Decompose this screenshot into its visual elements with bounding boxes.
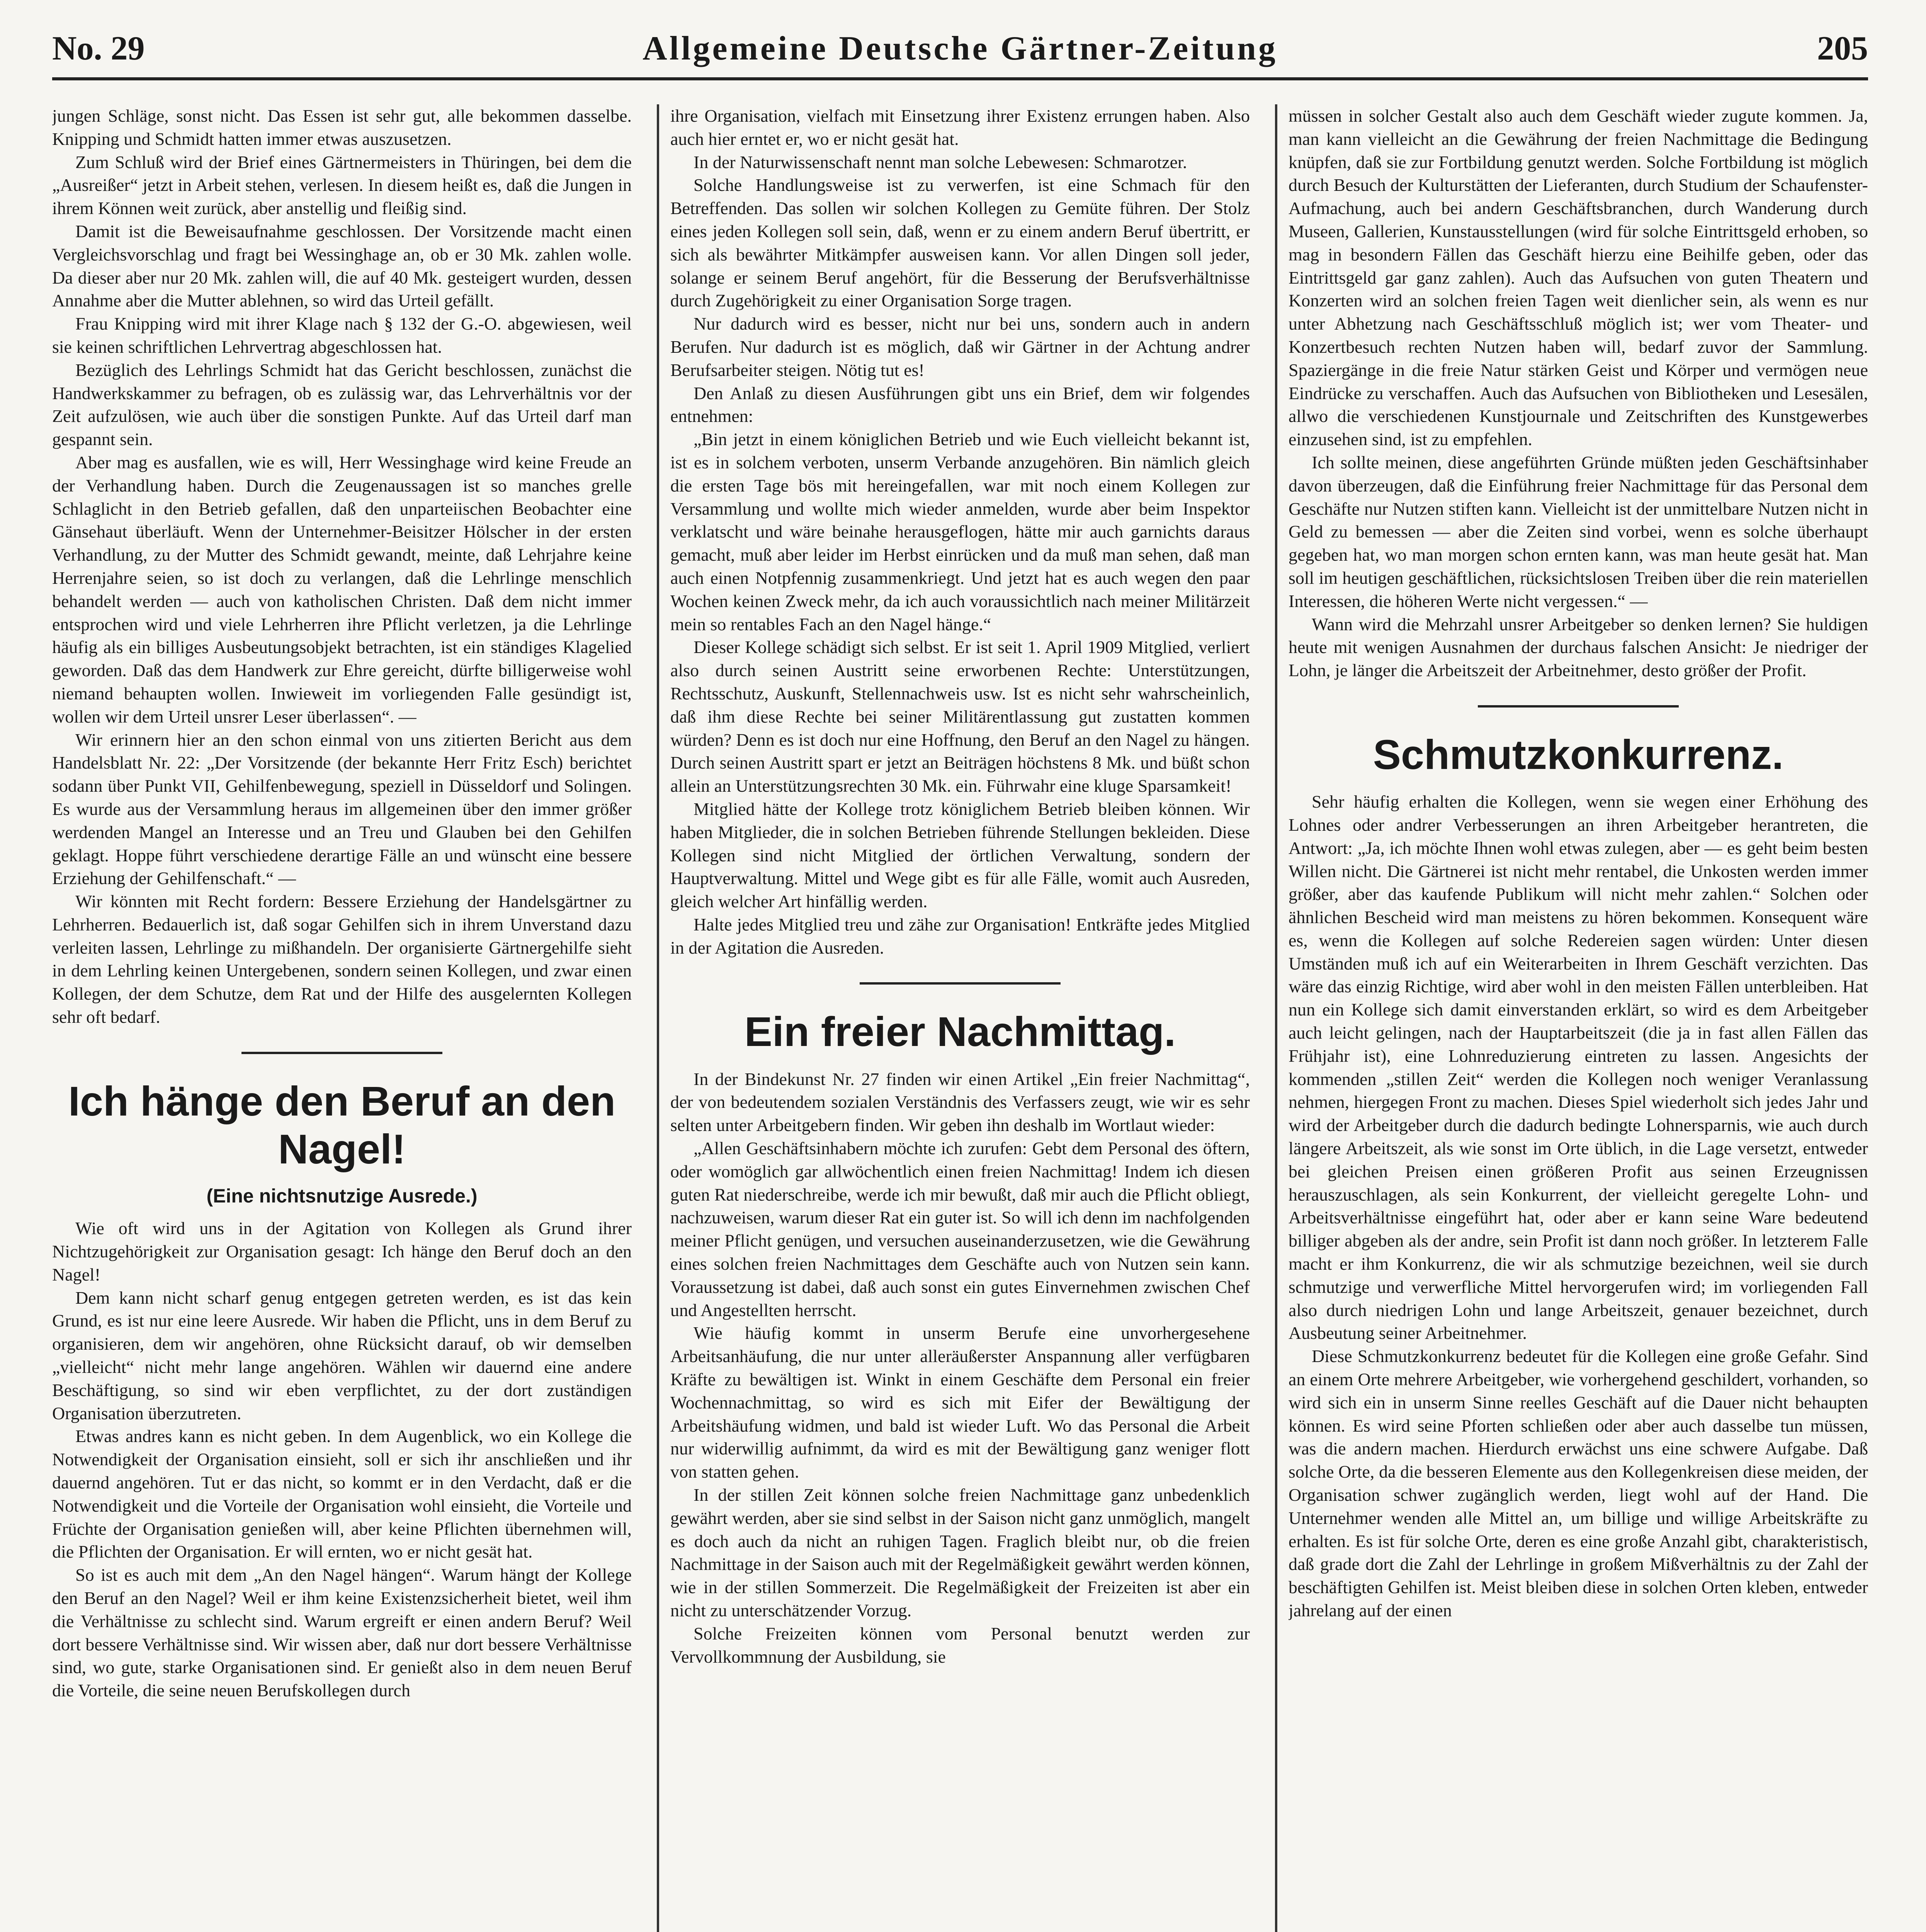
paragraph: Frau Knipping wird mit ihrer Klage nach § 132 der G.-O. abgewiesen, weil sie keinen schriftlichen Lehrvertrag abgeschlossen hat. [52, 314, 632, 357]
paragraph: Dieser Kollege schädigt sich selbst. Er ist seit 1. April 1909 Mitglied, verliert also durch seinen Austritt seine erworbenen Rechte: Unterstützungen, Rechtsschutz, Auskunft, Stellennachweis usw. Ist es nicht sehr wahrscheinlich, daß ihm diese Rechte bei seiner Militärentlassung gut zustatten kommen würden? Denn es ist doch nur eine Hoffnung, den Beruf an den Nagel zu hängen. Durch seinen Austritt spart er jetzt an Beiträgen höchstens 8 Mk. und büßt schon allein an Unterstützungsrechten 30 Mk. ein. Führwahr eine kluge Sparsamkeit! [670, 637, 1250, 796]
paragraph: Wie oft wird uns in der Agitation von Kollegen als Grund ihrer Nichtzugehörigkeit zur Organisation gesagt: Ich hänge den Beruf doch an den Nagel! [52, 1218, 632, 1284]
column-3 [1289, 104, 1868, 1932]
article-heading: Ich hänge den Beruf an den Nagel! [68, 1077, 616, 1173]
paragraph: „Bin jetzt in einem königlichen Betrieb und wie Euch vielleicht bekannt ist, ist es in solchem verboten, unserm Verbande anzugehören. Bin nämlich gleich die ersten Tage bös mit hereingefallen, war mit noch einem Kollegen zur Versammlung und wollte mich wieder anmelden, wurde aber beim Inspektor verklatscht und wäre beinahe herausgeflogen, hätte mir auch garnichts daraus gemacht, muß aber leider im Herbst einrücken und da muß man sehen, daß man auch einen Notpfennig zusammenkriegt. Und jetzt hat es auch wegen den paar Wochen keinen Zweck mehr, da ich auch voraussichtlich nach meiner Militärzeit mein so rentables Fach an den Nagel hänge.“ [670, 429, 1250, 634]
column-divider [657, 104, 659, 1932]
paragraph: „Allen Geschäftsinhabern möchte ich zurufen: Gebt dem Personal des öftern, oder womöglich gar allwöchentlich einen freien Nachmittag! Indem ich diesen guten Rat niederschreibe, werde ich mir bewußt, daß mir auch die Pflicht obliegt, nachzuweisen, warum dieser Rat ein guter ist. So will ich denn im nachfolgenden meiner Pflicht genügen, und versuchen auseinanderzusetzen, wie die Gewährung eines solchen freien Nachmittages dem Geschäfte auch von Nutzen sein kann. Voraussetzung ist dabei, daß auch sonst ein gutes Einvernehmen zwischen Chef und Angestellten herrscht. [670, 1138, 1250, 1320]
paragraph: Wir erinnern hier an den schon einmal von uns zitierten Bericht aus dem Handelsblatt Nr. 22: „Der Vorsitzende (der bekannte Herr Fritz Esch) berichtet sodann über Punkt VII, Gehilfenbewegung, speziell in Düsseldorf und Solingen. Es wurde aus der Versammlung heraus im allgemeinen über den immer größer werdenden Mangel an Interesse und an Treu und Glauben bei den Gehilfen geklagt. Hoppe führt verschiedene derartige Fälle an und wünscht eine bessere Erziehung der Gehilfenschaft.“ — [52, 730, 632, 888]
paragraph: ihre Organisation, vielfach mit Einsetzung ihrer Existenz errungen haben. Also auch hier erntet er, wo er nicht gesät hat. [670, 106, 1250, 149]
paragraph: Diese Schmutzkonkurrenz bedeutet für die Kollegen eine große Gefahr. Sind an einem Orte mehrere Arbeitgeber, wie vorhergehend geschildert, vorhanden, so wird sich ein in unserm Sinne reelles Geschäft auf die Dauer nicht behaupten können. Es wird seine Pforten schließen oder aber auch dasselbe tun müssen, was die andern machen. Hierdurch erwächst uns eine schwere Aufgabe. Daß solche Orte, da die besseren Elemente aus den Kollegenkreisen diese meiden, der Organisation schwer zugänglich werden, liegt wohl auf der Hand. Die Unternehmer wenden alle Mittel an, um billige und willige Arbeitskräfte zu erhalten. Es ist für solche Orte, deren es eine große Anzahl gibt, charakteristisch, daß grade dort die Zahl der Lehrlinge in großem Mißverhältnis zu der Zahl der beschäftigten Gehilfen ist. Meist bleiben diese in solchen Orten kleben, entweder jahrelang auf der einen [1289, 1346, 1868, 1620]
paragraph: Zum Schluß wird der Brief eines Gärtnermeisters in Thüringen, bei dem die „Ausreißer“ jetzt in Arbeit stehen, verlesen. In diesem heißt es, daß die Jungen in ihrem Können weit zurück, aber anstellig und fleißig sind. [52, 152, 632, 218]
paragraph: Nur dadurch wird es besser, nicht nur bei uns, sondern auch in andern Berufen. Nur dadurch ist es möglich, daß wir Gärtner in der Achtung andrer Berufsarbeiter steigen. Nötig tut es! [670, 314, 1250, 380]
paragraph: Wir könnten mit Recht fordern: Bessere Erziehung der Handelsgärtner zu Lehrherren. Bedauerlich ist, daß sogar Gehilfen sich in ihrem Unverstand dazu verleiten lassen, Lehrlinge zu mißhandeln. Der organisierte Gärtnergehilfe sieht in dem Lehrling keinen Untergebenen, sondern seinen Kollegen, und zwar einen Kollegen, der dem Schutze, dem Rat und der Hilfe des ausgelernten Kollegen sehr oft bedarf. [52, 891, 632, 1027]
page-number: 205 [1817, 30, 1868, 67]
paragraph: Mitglied hätte der Kollege trotz königlichem Betrieb bleiben können. Wir haben Mitglieder, die in solchen Betrieben führende Stellungen bekleiden. Diese Kollegen sind nicht Mitglied der örtlichen Verwaltung, sondern der Hauptverwaltung. Mittel und Wege gibt es für alle Fälle, womit auch Ausreden, gleich welcher Art hinfällig werden. [670, 799, 1250, 912]
paragraph: In der Naturwissenschaft nennt man solche Lebewesen: Schmarotzer. [694, 152, 1187, 172]
paragraph: Sehr häufig erhalten die Kollegen, wenn sie wegen einer Erhöhung des Lohnes oder andrer Verbesserungen an ihren Arbeitgeber herantreten, die Antwort: „Ja, ich möchte Ihnen wohl etwas zulegen, aber — es geht beim besten Willen nicht. Die Gärtnerei ist nicht mehr rentabel, die Unkosten werden immer größer, aber das kaufende Publikum will nicht mehr zahlen.“ Solchen oder ähnlichen Bescheid wird man meistens zu hören bekommen. Konsequent wäre es, wenn die Kollegen auf solche Redereien sagen würden: Unter diesen Umständen muß ich auf ein Weiterarbeiten in Ihrem Geschäft verzichten. Das wäre das einzig Richtige, wird aber wohl in den meisten Fällen unterbleiben. Hat nun ein Kollege sich damit einverstanden erklärt, so wird es dem Arbeitgeber auch leicht gelingen, nach der Hauptarbeitszeit (die ja in fast allen Fällen das Frühjahr ist), eine Lohnreduzierung eintreten zu lassen. Angesichts der kommenden „stillen Zeit“ werden die Kollegen noch weniger Veranlassung nehmen, hiergegen Front zu machen. Dieses Spiel wiederholt sich jedes Jahr und wird der Arbeitgeber durch die dadurch bedingte Lohnersparnis, wie auch durch längere Arbeitszeit, als wie sonst im Orte üblich, in die Lage versetzt, entweder bei gleichen Preisen einen größeren Profit aus seinen Erzeugnissen herauszuschlagen, als sein Konkurrent, der vielleicht geregelte Lohn- und Arbeitsverhältnisse eingeführt hat, oder aber er kann seine Ware bedeutend billiger abgeben als der andre, sein Profit ist dann noch größer. In letzterem Falle macht er ihm Konkurrenz, die wir als schmutzige bezeichnen, weil sie durch schmutzige und verwerfliche Mittel hervorgerufen wird; im vorliegenden Fall also durch niedrigen Lohn und lange Arbeitszeit, genauer bezeichnet, durch Ausbeutung seiner Arbeitnehmer. [1289, 792, 1868, 1343]
article-divider [1478, 705, 1679, 707]
column-2 [670, 104, 1250, 1932]
paragraph: In der stillen Zeit können solche freien Nachmittage ganz unbedenklich gewährt werden, aber sie sind selbst in der Saison nicht ganz unmöglich, mangelt es doch auch da nicht an ruhigen Tagen. Fraglich bleibt nur, ob die freien Nachmittage in der Saison auch mit der Regelmäßigkeit gewährt werden können, wie in der stillen Sommerzeit. Die Regelmäßigkeit der Freizeiten ist aber ein nicht zu unterschätzender Vorzug. [670, 1485, 1250, 1620]
paragraph: So ist es auch mit dem „An den Nagel hängen“. Warum hängt der Kollege den Beruf an den Nagel? Weil er ihm keine Existenzsicherheit bietet, weil ihm die Verhältnisse zu schlecht sind. Warum ergreift er einen andern Beruf? Weil dort bessere Verhältnisse sind. Wir wissen aber, daß nur dort bessere Verhältnisse sind, wo gute, starke Organisationen sind. Er genießt also in dem neuen Beruf die Vorteile, die seine neuen Berufskollegen durch [52, 1565, 632, 1701]
paragraph: Damit ist die Beweisaufnahme geschlossen. Der Vorsitzende macht einen Vergleichsvorschlag und fragt bei Wessinghage an, ob er 30 Mk. zahlen wolle. Da dieser aber nur 20 Mk. zahlen will, die auf 40 Mk. gesteigert wurden, dessen Annahme aber die Mutter ablehnen, so wird das Urteil gefällt. [52, 221, 632, 311]
page-header [52, 23, 1868, 80]
newspaper-title: Allgemeine Deutsche Gärtner-Zeitung [643, 30, 1278, 67]
paragraph: Etwas andres kann es nicht geben. In dem Augenblick, wo ein Kollege die Notwendigkeit der Organisation einsieht, soll er sich ihr anschließen und ihr dauernd angehören. Tut er das nicht, so kommt er in den Verdacht, daß er die Notwendigkeit und die Vorteile der Organisation wohl einsieht, die Vorteile und Früchte der Organisation genießen will, aber keine Pflichten übernehmen will, die Pflichten der Organisation. Er will ernten, wo er nicht gesät hat. [52, 1426, 632, 1562]
paragraph: jungen Schläge, sonst nicht. Das Essen ist sehr gut, alle bekommen dasselbe. Knipping und Schmidt hatten immer etwas auszusetzen. [52, 106, 632, 149]
paragraph: Wann wird die Mehrzahl unsrer Arbeitgeber so denken lernen? Sie huldigen heute mit wenigen Ausnahmen der durchaus falschen Ansicht: Je niedriger der Lohn, je länger die Arbeitszeit der Arbeitnehmer, desto größer der Profit. [1289, 614, 1868, 680]
article-divider [241, 1052, 442, 1054]
article-divider [860, 982, 1061, 985]
paragraph: Ich sollte meinen, diese angeführten Gründe müßten jeden Geschäftsinhaber davon überzeugen, daß die Einführung freier Nachmittage für das Personal dem Geschäfte nur Nutzen stiften kann. Vielleicht ist der unmittelbare Nutzen nicht in Geld zu bemessen — aber die Zeiten sind vorbei, wenn es solche überhaupt gegeben hat, wo man morgen schon ernten kann, was man heute gesät hat. Man soll im heutigen geschäftlichen, rücksichtslosen Treiben über die rein materiellen Interessen, die höheren Werte nicht vergessen.“ — [1289, 452, 1868, 611]
issue-number: No. 29 [52, 30, 145, 67]
paragraph: Solche Handlungsweise ist zu verwerfen, ist eine Schmach für den Betreffenden. Das sollen wir solchen Kollegen zu Gemüte führen. Der Stolz eines jeden Kollegen soll sein, daß, wenn er zu einem andern Beruf übertritt, er sich als bewährter Mitkämpfer ausweisen kann. Vor allen Dingen soll jeder, solange er seinem Beruf angehört, für die Besserung der Berufsverhältnisse durch Zugehörigkeit zu einer Organisation Sorge tragen. [670, 175, 1250, 311]
column-1 [52, 104, 632, 1932]
article-heading: Ein freier Nachmittag. [744, 1008, 1176, 1055]
paragraph: Halte jedes Mitglied treu und zähe zur Organisation! Entkräfte jedes Mitglied in der Agitation die Ausreden. [670, 914, 1250, 957]
paragraph: In der Bindekunst Nr. 27 finden wir einen Artikel „Ein freier Nachmittag“, der von bedeutendem sozialen Verständnis des Verfassers zeugt, wie wir es sehr selten unter Arbeitgebern finden. Wir geben ihn deshalb im Wortlaut wieder: [670, 1069, 1250, 1135]
article-heading: Schmutzkonkurrenz. [1373, 731, 1784, 778]
paragraph: Solche Freizeiten können vom Personal benutzt werden zur Vervollkommnung der Ausbildung, sie [670, 1623, 1250, 1667]
paragraph: Bezüglich des Lehrlings Schmidt hat das Gericht beschlossen, zunächst die Handwerkskammer zu befragen, ob es zulässig war, das Lehrverhältnis vor der Zeit aufzulösen, wie auch über die sonstigen Punkte. Auf das Urteil darf man gespannt sein. [52, 360, 632, 449]
article-subheading: (Eine nichtsnutzige Ausrede.) [206, 1185, 478, 1207]
paragraph: müssen in solcher Gestalt also auch dem Geschäft wieder zugute kommen. Ja, man kann vielleicht an die Gewährung der freien Nachmittage die Bedingung knüpfen, daß sie zur Fortbildung genutzt werden. Solche Fortbildung ist möglich durch Besuch der Kulturstätten der Lieferanten, durch Studium der Schaufenster-Aufmachung, auch bei andern Geschäftsbranchen, durch Wanderung durch Museen, Gallerien, Kunstausstellungen (wird für solche Eintrittsgeld erhoben, so mag in besondern Fällen das Geschäft hierzu eine Beihilfe geben, oder das Eintrittsgeld gar ganz zahlen). Auch das Aufsuchen von guten Theatern und Konzerten wird an solchen freien Tagen weit dienlicher sein, als wenn es nur unter Abhetzung nach Geschäftsschluß möglich ist; wer vom Theater- und Konzertbesuch rechten Nutzen haben will, bedarf zuvor der Sammlung. Spaziergänge in die freie Natur stärken Geist und Körper und vermögen neue Eindrücke zu verschaffen. Auch das Aufsuchen von Bibliotheken und Lesesälen, allwo die verschiedenen Kunstjournale und Zeitschriften des Kunstgewerbes einzusehen sind, ist zu empfehlen. [1289, 106, 1868, 449]
paragraph: Dem kann nicht scharf genug entgegen getreten werden, es ist das kein Grund, es ist nur eine leere Ausrede. Wir haben die Pflicht, uns in dem Beruf zu organisieren, dem wir angehören, ohne Rücksicht darauf, ob wir demselben „vielleicht“ nicht mehr lange angehören. Wählen wir dauernd eine andere Beschäftigung, so sind wir eben verpflichtet, zu der dort zuständigen Organisation überzutreten. [52, 1287, 632, 1423]
paragraph: Aber mag es ausfallen, wie es will, Herr Wessinghage wird keine Freude an der Verhandlung haben. Durch die Zeugenaussagen ist so manches grelle Schlaglicht in den Betrieb gefallen, daß den unparteiischen Beobachter eine Gänsehaut überläuft. Wenn der Unternehmer-Beisitzer Hölscher in der ersten Verhandlung, zu der Mutter des Schmidt gewandt, meinte, daß Lehrjahre keine Herrenjahre seien, so ist doch zu verlangen, daß die Lehrlinge menschlich behandelt werden — auch von katholischen Christen. Daß dem nicht immer entsprochen wird und viele Lehrherren ihre Pflicht verletzen, ja die Lehrlinge häufig als ein billiges Ausbeutungsobjekt betrachten, ist ein ständiges Klagelied geworden. Daß das dem Handwerk zur Ehre gereicht, dürfte billigerweise wohl niemand behaupten wollen. Inwieweit im vorliegenden Falle gesündigt ist, wollen wir dem Urteil unsrer Leser überlassen“. — [52, 452, 632, 726]
paragraph: Wie häufig kommt in unserm Berufe eine unvorhergesehene Arbeitsanhäufung, die nur unter alleräußerster Anspannung aller verfügbaren Kräfte zu bewältigen ist. Winkt in einem Geschäfte dem Personal ein freier Wochennachmittag, so wird es sich mit Eifer der Bewältigung der Arbeitshäufung widmen, und bald ist wieder Luft. Wo das Personal die Arbeit nur widerwillig aufnimmt, da wird es mit der Bewältigung ganz weniger flott von statten gehen. [670, 1323, 1250, 1482]
paragraph: Den Anlaß zu diesen Ausführungen gibt uns ein Brief, dem wir folgendes entnehmen: [670, 383, 1250, 426]
column-divider [1275, 104, 1277, 1932]
